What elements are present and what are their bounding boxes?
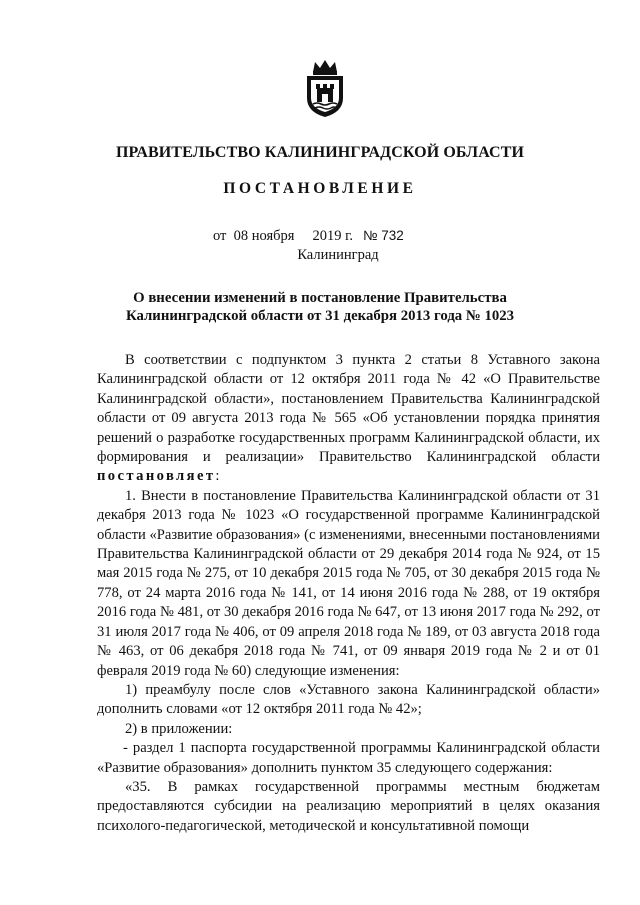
city-name: Калининград (297, 247, 379, 263)
date-field (213, 228, 294, 245)
decides-word: постановляет (97, 468, 216, 485)
preamble-end: : (215, 468, 220, 485)
subclause-2-paragraph: 2) в приложении: (125, 720, 233, 737)
coat-of-arms-icon (303, 58, 347, 118)
subclause-1-paragraph: 1) преамбулу после слов «Уставного закона Калининградской области» дополнить словами «от 12 октября 2011 года № 42»; (97, 681, 600, 718)
section-1-paragraph: - раздел 1 паспорта государственной программы Калининградской области «Развитие образования» дополнить пунктом 35 следующего содержания: (97, 740, 600, 776)
date-value: 08 ноября (233, 228, 295, 244)
year-value: 2019 г. (312, 228, 354, 244)
government-name: ПРАВИТЕЛЬСТВО КАЛИНИНГРАДСКОЙ ОБЛАСТИ (115, 144, 525, 161)
point-35-paragraph: «35. В рамках государственной программы местным бюджетам предоставляются субсидии на реализацию мероприятий в целях оказания психолого-педагогической, методической и консультативной помощи (97, 778, 600, 834)
document-body (97, 351, 600, 836)
date-prefix: от (213, 228, 227, 244)
document-type: ПОСТАНОВЛЕНИЕ (223, 180, 417, 197)
preamble-paragraph (97, 351, 600, 487)
preamble-text: В соответствии с подпунктом 3 пункта 2 статьи 8 Уставного закона Калининградской области от 12 октября 2011 года № 42 «О Правительстве Калининградской области», постановлением Правительства Калининградской области от 09 августа 2013 года № 565 «Об установлении порядка принятия решений о разработке государственных программ Калининградской области, их формирования и реализации» Правительство Калининградской области (97, 352, 600, 466)
subject-line-2: Калининградской области от 31 декабря 2013 года № 1023 (125, 308, 515, 324)
subject-line-1: О внесении изменений в постановление Правительства (133, 290, 507, 306)
document-number: № 732 (363, 228, 404, 243)
date-line (213, 228, 404, 245)
clause-1-paragraph: 1. Внести в постановление Правительства Калининградской области от 31 декабря 2013 года № 1023 «О государственной программе Калининградской области «Развитие образования» (с изменениями, внесенными постановлениями Правительства Калининградской области от 29 декабря 2014 года № 924, от 15 мая 2015 года № 275, от 10 декабря 2015 года № 705, от 30 декабря 2015 года № 778, от 24 марта 2016 года № 141, от 14 июня 2016 года № 288, от 19 октября 2016 года № 481, от 30 декабря 2016 года № 647, от 13 июня 2017 года № 292, от 31 июля 2017 года № 406, от 09 апреля 2018 года № 189, от 03 августа 2018 года № 463, от 06 декабря 2018 года № 741, от 09 января 2019 года № 2 и от 01 февраля 2019 года № 60) следующие изменения: (97, 487, 600, 679)
